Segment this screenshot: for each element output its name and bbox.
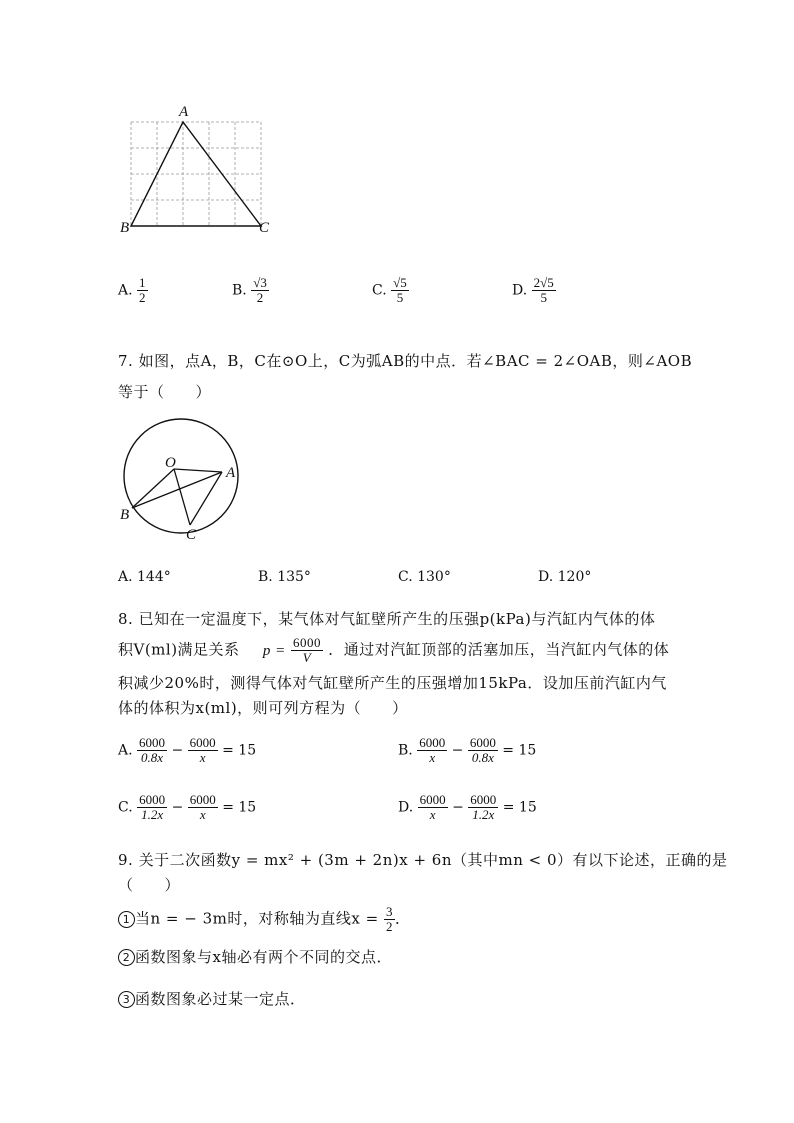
- q9-stem-line2: （ ）: [118, 876, 181, 894]
- option-letter: C.: [118, 799, 133, 816]
- q7-option-b[interactable]: B. 135°: [258, 569, 311, 585]
- q8-stem-line1: 8. 已知在一定温度下，某气体对气缸壁所产生的压强p(kPa)与汽缸内气体的体: [118, 610, 656, 628]
- formula-fraction: [291, 636, 323, 665]
- fraction-numerator: 2√5: [533, 275, 554, 290]
- q7-option-c[interactable]: C. 130°: [398, 569, 451, 585]
- statement-text: 函数图象与x轴必有两个不同的交点．: [135, 948, 392, 966]
- fraction-denominator: V: [302, 650, 312, 665]
- statement-fraction: [384, 905, 395, 934]
- q9-statement-3: [118, 988, 306, 1009]
- statement-period: ．: [394, 909, 411, 928]
- q6-option-b[interactable]: [232, 276, 269, 305]
- fraction-numerator: √5: [393, 275, 407, 290]
- fraction-left: [137, 793, 167, 822]
- option-letter: C.: [372, 282, 387, 299]
- fraction-denominator: 0.8x: [141, 750, 164, 765]
- option-letter: A.: [118, 742, 133, 759]
- circle-figure: [112, 412, 252, 547]
- q8-option-c[interactable]: [118, 793, 256, 822]
- fraction-denominator: 5: [540, 290, 547, 305]
- fraction-numerator: 3: [385, 904, 393, 919]
- q7-option-d[interactable]: D. 120°: [538, 569, 592, 585]
- statement-text: 函数图象必过某一定点．: [135, 990, 306, 1008]
- circled-number-1: 1: [118, 911, 135, 928]
- q6-option-c[interactable]: [372, 276, 409, 305]
- q6-option-d[interactable]: [512, 276, 556, 305]
- equation-rhs: = 15: [502, 799, 537, 816]
- option-fraction: [251, 276, 269, 305]
- fraction-denominator: 2: [385, 919, 393, 934]
- q8-line2-prefix: 积V(ml)满足关系: [118, 640, 240, 659]
- fraction-right: [188, 793, 218, 822]
- q8-option-a[interactable]: [118, 736, 256, 765]
- q9-stem-line1: 9. 关于二次函数y = mx² + (3m + 2n)x + 6n（其中mn < 0）有以下论述，正确的是: [118, 851, 728, 869]
- fraction-denominator: 5: [396, 290, 404, 305]
- fraction-numerator: 6000: [139, 792, 166, 807]
- point-o-label: O: [165, 455, 176, 471]
- fraction-numerator: 6000: [419, 735, 446, 750]
- fraction-right: [468, 736, 498, 765]
- fraction-numerator: 6000: [189, 735, 216, 750]
- fraction-denominator: x: [429, 807, 436, 822]
- q8-line2-suffix: ．通过对汽缸顶部的活塞加压，当汽缸内气体的体: [328, 640, 670, 659]
- option-letter: D.: [398, 799, 414, 816]
- fraction-numerator: √3: [253, 275, 267, 290]
- q8-stem-line2: [118, 636, 669, 665]
- q9-statement-2: [118, 946, 392, 967]
- fraction-denominator: x: [199, 807, 206, 822]
- fraction-left: [137, 736, 167, 765]
- fraction-left: [417, 736, 447, 765]
- q7-stem-line1: 7. 如图，点A，B，C在⊙O上，C为弧AB的中点．若∠BAC = 2∠OAB，则∠AOB: [118, 352, 693, 370]
- point-a-label: A: [226, 465, 236, 481]
- fraction-numerator: 6000: [470, 792, 497, 807]
- fraction-right: [468, 793, 498, 822]
- point-c-label: C: [186, 527, 197, 543]
- circled-number-3: 3: [118, 991, 135, 1008]
- vertex-b-label: B: [120, 220, 130, 236]
- equation-rhs: = 15: [222, 799, 257, 816]
- option-letter: A.: [118, 282, 133, 299]
- fraction-numerator: 6000: [293, 635, 321, 650]
- fraction-numerator: 6000: [189, 792, 216, 807]
- grid-lines: [131, 122, 261, 226]
- fraction-numerator: 1: [139, 275, 146, 290]
- vertex-a-label: A: [179, 104, 189, 120]
- minus-sign: −: [171, 742, 184, 759]
- fraction-denominator: 1.2x: [141, 807, 164, 822]
- statement-text: 当n = − 3m时，对称轴为直线x =: [135, 909, 379, 928]
- circle-o: [124, 419, 238, 533]
- option-fraction: [137, 276, 148, 305]
- option-letter: D.: [512, 282, 528, 299]
- circled-number-2: 2: [118, 949, 135, 966]
- minus-sign: −: [171, 799, 184, 816]
- vertex-c-label: C: [259, 220, 270, 236]
- fraction-numerator: 6000: [139, 735, 166, 750]
- q9-statement-1: [118, 905, 410, 934]
- q6-option-a[interactable]: [118, 276, 148, 305]
- minus-sign: −: [451, 742, 464, 759]
- q7-option-a[interactable]: A. 144°: [118, 569, 171, 585]
- q7-stem-line2: 等于（ ）: [118, 383, 212, 401]
- q8-stem-line3: 积减少20%时，测得气体对气缸壁所产生的压强增加15kPa．设加压前汽缸内气: [118, 674, 667, 692]
- formula-lhs: p =: [262, 642, 286, 659]
- point-b-label: B: [120, 507, 130, 523]
- equation-rhs: = 15: [222, 742, 257, 759]
- q8-option-d[interactable]: [398, 793, 537, 822]
- fraction-denominator: 1.2x: [472, 807, 495, 822]
- option-fraction: [532, 276, 556, 305]
- fraction-right: [188, 736, 218, 765]
- fraction-left: [418, 793, 448, 822]
- fraction-denominator: x: [429, 750, 436, 765]
- q8-stem-line4: 体的体积为x(ml)，则可列方程为（ ）: [118, 699, 408, 717]
- fraction-denominator: x: [199, 750, 206, 765]
- minus-sign: −: [452, 799, 464, 816]
- fraction-numerator: 6000: [469, 735, 496, 750]
- q8-option-b[interactable]: [398, 736, 536, 765]
- triangle-grid-figure: [115, 100, 275, 240]
- equation-rhs: = 15: [502, 742, 537, 759]
- option-letter: B.: [398, 742, 413, 759]
- fraction-denominator: 0.8x: [471, 750, 494, 765]
- fraction-numerator: 6000: [419, 792, 446, 807]
- fraction-denominator: 2: [256, 290, 264, 305]
- chords: [132, 469, 222, 525]
- option-letter: B.: [232, 282, 247, 299]
- fraction-denominator: 2: [139, 290, 146, 305]
- option-fraction: [391, 276, 409, 305]
